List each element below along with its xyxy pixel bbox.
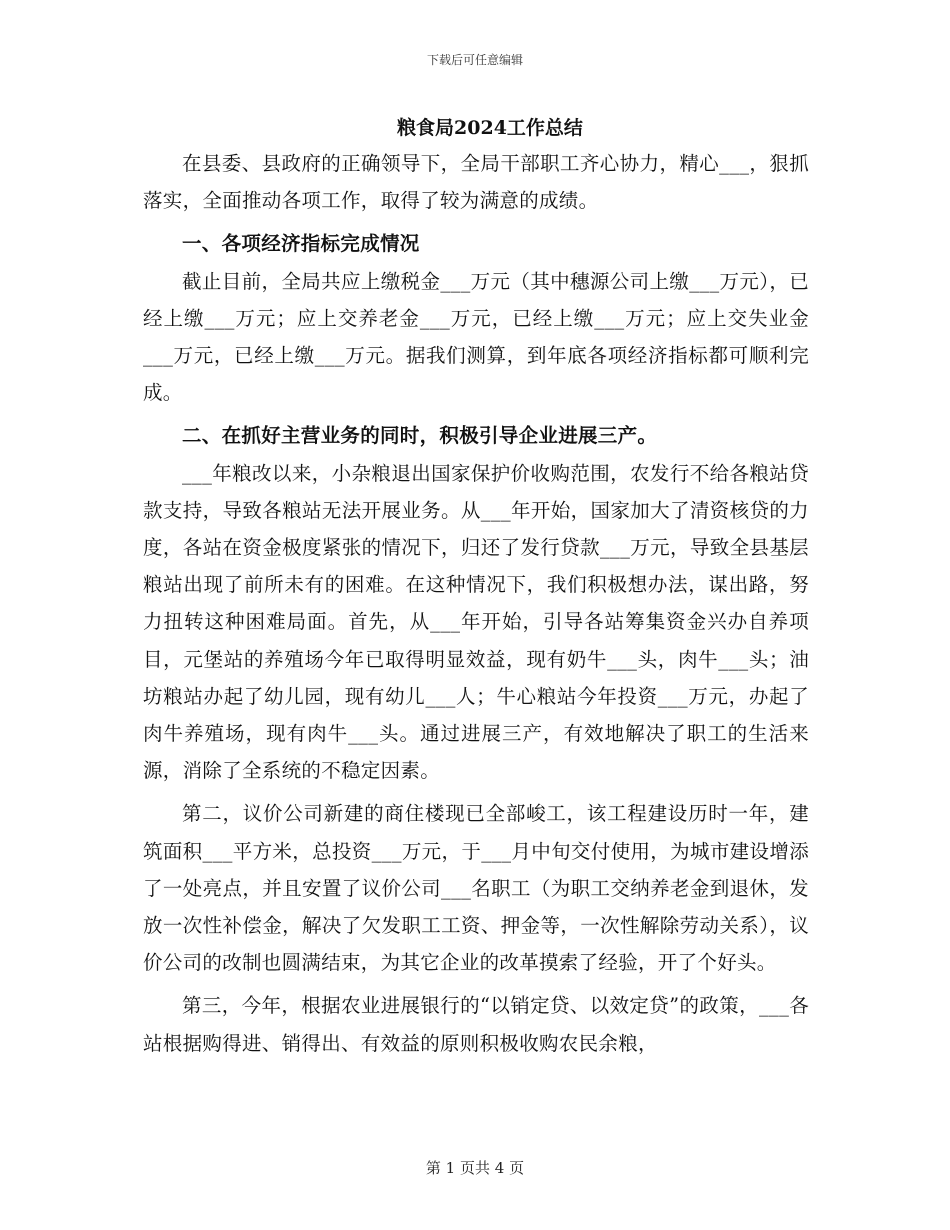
section-2-paragraph-1: ___年粮改以来，小杂粮退出国家保护价收购范围，农发行不给各粮站贷款支持，导致各粮站无法开展业务。从___年开始，国家加大了清资核贷的力度，各站在资金极度紧张的情况下，归还了发行贷款___万元，导致全县基层粮站出现了前所未有的困难。在这种情况下，我们积极想办法，谋出路，努力扭转这种困难局面。首先，从___年开始，引导各站筹集资金兴办自养项目，元堡站的养殖场今年已取得明显效益，现有奶牛___头，肉牛___头；油坊粮站办起了幼儿园，现有幼儿___人；牛心粮站今年投资___万元，办起了肉牛养殖场，现有肉牛___头。通过进展三产，有效地解决了职工的生活来源，消除了全系统的不稳定因素。 <box>143 461 809 783</box>
page-number-footer: 第 1 页共 4 页 <box>425 1159 525 1177</box>
section-1-paragraph-1: 截止目前，全局共应上缴税金___万元（其中穗源公司上缴___万元），已经上缴___万元；应上交养老金___万元，已经上缴___万元；应上交失业金___万元，已经上缴___万元。据我们测算，到年底各项经济指标都可顺利完成。 <box>143 269 809 405</box>
section-2-heading: 二、在抓好主营业务的同时，积极引导企业进展三产。 <box>182 424 658 448</box>
intro-paragraph: 在县委、县政府的正确领导下，全局干部职工齐心协力，精心___，狠抓落实，全面推动各项工作，取得了较为满意的成绩。 <box>143 152 809 213</box>
document-title: 粮食局2024工作总结 <box>397 117 583 139</box>
document-body <box>143 111 809 1062</box>
section-2-paragraph-2: 第二，议价公司新建的商住楼现已全部峻工，该工程建设历时一年，建筑面积___平方米，总投资___万元，于___月中旬交付使用，为城市建设增添了一处亮点，并且安置了议价公司___名职工（为职工交纳养老金到退休，发放一次性补偿金，解决了欠发职工工资、押金等，一次性解除劳动关系），议价公司的改制也圆满结束，为其它企业的改革摸索了经验，开了个好头。 <box>143 802 809 975</box>
section-1-heading: 一、各项经济指标完成情况 <box>182 232 420 256</box>
page-header-note: 下载后可任意编辑 <box>426 53 523 67</box>
section-2-paragraph-3: 第三，今年，根据农业进展银行的“以销定贷、以效定贷”的政策，___各站根据购得进、销得出、有效益的原则积极收购农民余粮， <box>143 994 809 1055</box>
